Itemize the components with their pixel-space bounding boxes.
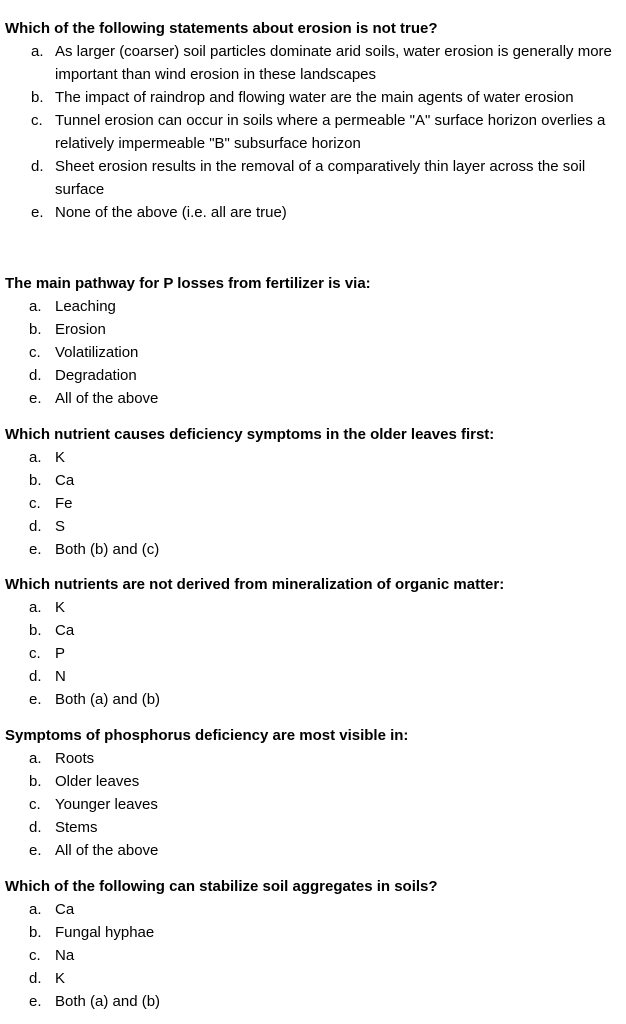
option-letter: a.: [29, 449, 42, 466]
option-text: K: [55, 599, 66, 616]
option-item: [5, 469, 620, 492]
option-item: [5, 747, 620, 770]
option-letter: a.: [29, 901, 42, 918]
option-text: S: [55, 518, 66, 535]
option-item: [5, 898, 620, 921]
option-item: [5, 596, 620, 619]
option-list: [5, 295, 620, 410]
option-item: [5, 538, 620, 561]
option-letter: e.: [29, 842, 42, 859]
option-item: [5, 642, 620, 665]
option-text: Sheet erosion results in the removal of a comparatively thin layer across the soil surface: [55, 158, 586, 198]
option-letter: c.: [31, 112, 43, 129]
option-item: [5, 515, 620, 538]
option-letter: c.: [29, 495, 41, 512]
option-letter: c.: [29, 645, 41, 662]
option-item: [5, 688, 620, 711]
option-letter: a.: [29, 750, 42, 767]
option-text: The impact of raindrop and flowing water are the main agents of water erosion: [55, 89, 574, 106]
option-text: Stems: [55, 819, 98, 836]
option-text: Erosion: [55, 321, 106, 338]
option-text: As larger (coarser) soil particles dominate arid soils, water erosion is generally more important than wind erosion in these landscapes: [55, 43, 612, 83]
option-letter: b.: [29, 321, 42, 338]
option-text: Roots: [55, 750, 95, 767]
question-text: Which nutrient causes deficiency symptoms in the older leaves first:: [5, 426, 495, 443]
option-list: [5, 898, 620, 1013]
option-letter: d.: [29, 518, 42, 535]
option-text: Fe: [55, 495, 73, 512]
option-item: [5, 155, 620, 201]
option-letter: e.: [31, 204, 44, 221]
question-3: [5, 423, 620, 561]
option-list: [5, 596, 620, 711]
option-text: None of the above (i.e. all are true): [55, 204, 287, 221]
option-letter: b.: [29, 924, 42, 941]
option-letter: e.: [29, 691, 42, 708]
question-text: Symptoms of phosphorus deficiency are most visible in:: [5, 727, 409, 744]
option-letter: c.: [29, 344, 41, 361]
option-letter: b.: [31, 89, 44, 106]
option-text: Leaching: [55, 298, 116, 315]
question-text: Which nutrients are not derived from mineralization of organic matter:: [5, 576, 505, 593]
option-item: [5, 201, 620, 224]
option-letter: b.: [29, 622, 42, 639]
option-item: [5, 86, 620, 109]
question-text: The main pathway for P losses from fertilizer is via:: [5, 275, 371, 292]
option-letter: b.: [29, 472, 42, 489]
option-item: [5, 816, 620, 839]
option-text: Both (a) and (b): [55, 993, 161, 1010]
option-item: [5, 295, 620, 318]
option-text: Ca: [55, 472, 75, 489]
option-text: Fungal hyphae: [55, 924, 155, 941]
option-list: [5, 40, 620, 224]
question-text: Which of the following can stabilize soil aggregates in soils?: [5, 878, 438, 895]
option-text: Both (b) and (c): [55, 541, 160, 558]
option-text: All of the above: [55, 842, 159, 859]
option-item: [5, 341, 620, 364]
option-letter: d.: [31, 158, 44, 175]
option-item: [5, 665, 620, 688]
option-letter: c.: [29, 947, 41, 964]
question-1: [5, 17, 620, 224]
option-item: [5, 109, 620, 155]
option-letter: d.: [29, 367, 42, 384]
question-4: [5, 573, 620, 711]
option-item: [5, 990, 620, 1013]
option-letter: d.: [29, 819, 42, 836]
option-item: [5, 318, 620, 341]
option-text: Ca: [55, 901, 75, 918]
option-letter: a.: [31, 43, 44, 60]
option-item: [5, 40, 620, 86]
option-text: K: [55, 449, 66, 466]
option-item: [5, 944, 620, 967]
option-item: [5, 793, 620, 816]
option-text: Degradation: [55, 367, 137, 384]
option-text: P: [55, 645, 66, 662]
option-letter: b.: [29, 773, 42, 790]
option-letter: a.: [29, 599, 42, 616]
question-text: Which of the following statements about erosion is not true?: [5, 20, 438, 37]
option-item: [5, 387, 620, 410]
option-text: K: [55, 970, 66, 987]
option-text: N: [55, 668, 66, 685]
question-6: [5, 875, 620, 1013]
option-item: [5, 839, 620, 862]
option-item: [5, 967, 620, 990]
question-2: [5, 272, 620, 410]
option-item: [5, 770, 620, 793]
option-item: [5, 492, 620, 515]
option-letter: e.: [29, 390, 42, 407]
option-letter: e.: [29, 541, 42, 558]
option-text: Na: [55, 947, 75, 964]
option-text: Older leaves: [55, 773, 140, 790]
option-letter: d.: [29, 668, 42, 685]
option-text: Ca: [55, 622, 75, 639]
option-list: [5, 446, 620, 561]
option-list: [5, 747, 620, 862]
option-letter: c.: [29, 796, 41, 813]
option-text: Volatilization: [55, 344, 139, 361]
option-letter: e.: [29, 993, 42, 1010]
option-text: All of the above: [55, 390, 159, 407]
option-text: Both (a) and (b): [55, 691, 161, 708]
option-text: Tunnel erosion can occur in soils where a permeable "A" surface horizon overlies a relatively impermeable "B" subsurface horizon: [55, 112, 606, 152]
option-letter: a.: [29, 298, 42, 315]
option-item: [5, 619, 620, 642]
option-item: [5, 921, 620, 944]
option-text: Younger leaves: [55, 796, 158, 813]
question-5: [5, 724, 620, 862]
option-item: [5, 446, 620, 469]
option-letter: d.: [29, 970, 42, 987]
option-item: [5, 364, 620, 387]
